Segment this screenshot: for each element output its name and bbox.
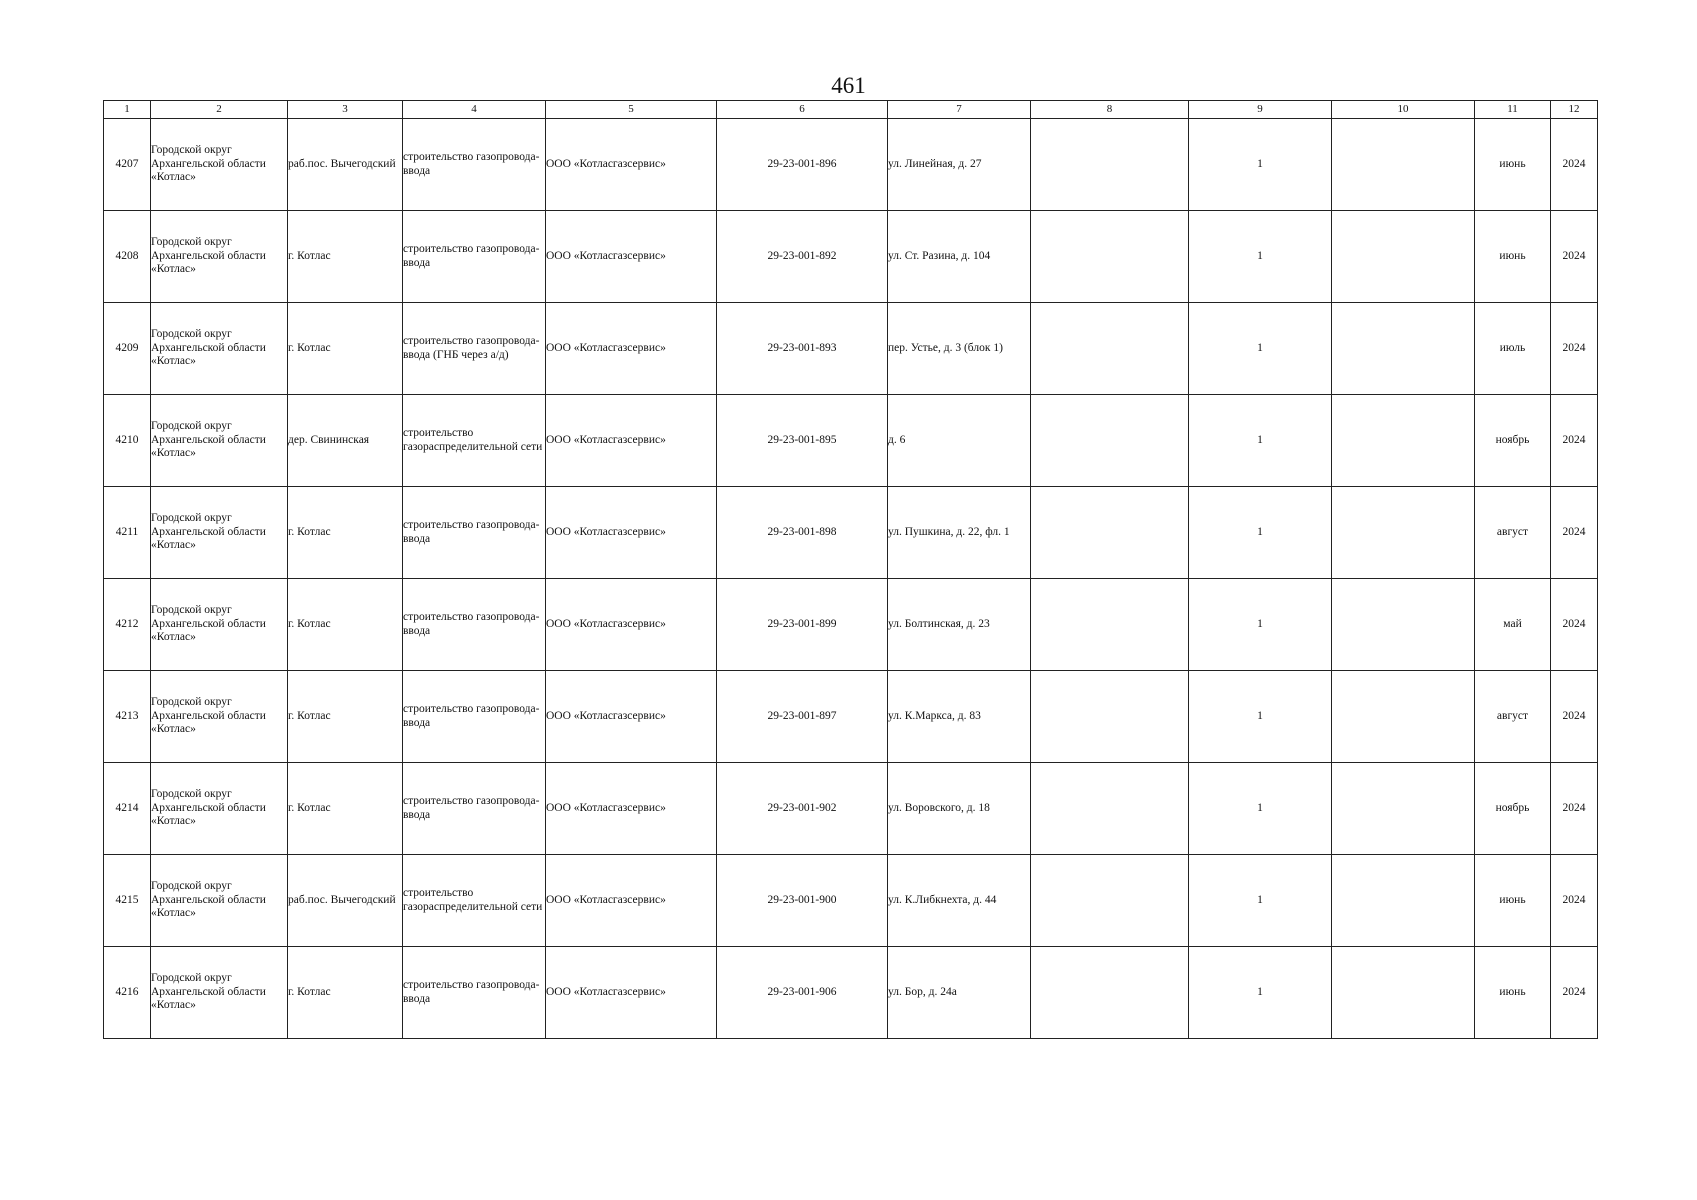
column-8-cell: [1031, 211, 1189, 303]
municipality-cell: Городской округ Архангельской области «Котлас»: [151, 855, 288, 947]
address-cell: ул. К.Маркса, д. 83: [888, 671, 1031, 763]
quantity-cell: 1: [1189, 947, 1332, 1039]
organization-cell: ООО «Котласгазсервис»: [546, 119, 717, 211]
work-type-cell: строительство газопровода-ввода: [403, 579, 546, 671]
year-cell: 2024: [1551, 947, 1598, 1039]
year-cell: 2024: [1551, 487, 1598, 579]
row-number-cell: 4208: [104, 211, 151, 303]
organization-cell: ООО «Котласгазсервис»: [546, 763, 717, 855]
municipality-cell: Городской округ Архангельской области «Котлас»: [151, 579, 288, 671]
settlement-cell: г. Котлас: [288, 671, 403, 763]
column-10-cell: [1332, 579, 1475, 671]
municipality-cell: Городской округ Архангельской области «Котлас»: [151, 395, 288, 487]
municipality-cell: Городской округ Архангельской области «Котлас»: [151, 947, 288, 1039]
quantity-cell: 1: [1189, 671, 1332, 763]
column-8-cell: [1031, 487, 1189, 579]
work-type-cell: строительство газопровода-ввода: [403, 671, 546, 763]
cadastral-number-cell: 29-23-001-892: [717, 211, 888, 303]
address-cell: ул. К.Либкнехта, д. 44: [888, 855, 1031, 947]
settlement-cell: раб.пос. Вычегодский: [288, 855, 403, 947]
column-10-cell: [1332, 395, 1475, 487]
organization-cell: ООО «Котласгазсервис»: [546, 855, 717, 947]
year-cell: 2024: [1551, 671, 1598, 763]
year-cell: 2024: [1551, 303, 1598, 395]
month-cell: июль: [1475, 303, 1551, 395]
settlement-cell: г. Котлас: [288, 303, 403, 395]
address-cell: ул. Бор, д. 24а: [888, 947, 1031, 1039]
municipality-cell: Городской округ Архангельской области «Котлас»: [151, 211, 288, 303]
work-type-cell: строительство газопровода-ввода (ГНБ через а/д): [403, 303, 546, 395]
year-cell: 2024: [1551, 579, 1598, 671]
column-8-cell: [1031, 947, 1189, 1039]
quantity-cell: 1: [1189, 487, 1332, 579]
organization-cell: ООО «Котласгазсервис»: [546, 487, 717, 579]
table-row: [104, 487, 1598, 579]
column-header: 7: [888, 101, 1031, 119]
settlement-cell: раб.пос. Вычегодский: [288, 119, 403, 211]
table-row: [104, 395, 1598, 487]
work-type-cell: строительство газопровода-ввода: [403, 947, 546, 1039]
address-cell: ул. Линейная, д. 27: [888, 119, 1031, 211]
table-row: [104, 671, 1598, 763]
column-8-cell: [1031, 579, 1189, 671]
row-number-cell: 4214: [104, 763, 151, 855]
column-header: 9: [1189, 101, 1332, 119]
address-cell: ул. Воровского, д. 18: [888, 763, 1031, 855]
column-header: 12: [1551, 101, 1598, 119]
row-number-cell: 4216: [104, 947, 151, 1039]
work-type-cell: строительство газопровода-ввода: [403, 119, 546, 211]
header-row: [104, 101, 1598, 119]
table-row: [104, 763, 1598, 855]
month-cell: август: [1475, 487, 1551, 579]
organization-cell: ООО «Котласгазсервис»: [546, 395, 717, 487]
quantity-cell: 1: [1189, 763, 1332, 855]
row-number-cell: 4212: [104, 579, 151, 671]
table-row: [104, 119, 1598, 211]
column-10-cell: [1332, 119, 1475, 211]
work-type-cell: строительство газопровода-ввода: [403, 211, 546, 303]
table-header: [104, 101, 1598, 119]
month-cell: июнь: [1475, 947, 1551, 1039]
month-cell: август: [1475, 671, 1551, 763]
cadastral-number-cell: 29-23-001-898: [717, 487, 888, 579]
municipality-cell: Городской округ Архангельской области «Котлас»: [151, 119, 288, 211]
column-10-cell: [1332, 487, 1475, 579]
table-row: [104, 303, 1598, 395]
municipality-cell: Городской округ Архангельской области «Котлас»: [151, 763, 288, 855]
cadastral-number-cell: 29-23-001-906: [717, 947, 888, 1039]
quantity-cell: 1: [1189, 119, 1332, 211]
month-cell: июнь: [1475, 855, 1551, 947]
column-10-cell: [1332, 947, 1475, 1039]
settlement-cell: г. Котлас: [288, 487, 403, 579]
address-cell: ул. Ст. Разина, д. 104: [888, 211, 1031, 303]
cadastral-number-cell: 29-23-001-899: [717, 579, 888, 671]
register-table: [103, 100, 1598, 1039]
quantity-cell: 1: [1189, 303, 1332, 395]
page-number: 461: [831, 73, 866, 98]
table-body: [104, 119, 1598, 1039]
table-row: [104, 579, 1598, 671]
cadastral-number-cell: 29-23-001-897: [717, 671, 888, 763]
settlement-cell: г. Котлас: [288, 947, 403, 1039]
column-header: 4: [403, 101, 546, 119]
month-cell: июнь: [1475, 119, 1551, 211]
settlement-cell: дер. Свининская: [288, 395, 403, 487]
row-number-cell: 4210: [104, 395, 151, 487]
cadastral-number-cell: 29-23-001-895: [717, 395, 888, 487]
quantity-cell: 1: [1189, 579, 1332, 671]
year-cell: 2024: [1551, 395, 1598, 487]
work-type-cell: строительство газопровода-ввода: [403, 487, 546, 579]
row-number-cell: 4211: [104, 487, 151, 579]
column-10-cell: [1332, 671, 1475, 763]
settlement-cell: г. Котлас: [288, 211, 403, 303]
municipality-cell: Городской округ Архангельской области «Котлас»: [151, 487, 288, 579]
address-cell: ул. Болтинская, д. 23: [888, 579, 1031, 671]
organization-cell: ООО «Котласгазсервис»: [546, 211, 717, 303]
municipality-cell: Городской округ Архангельской области «Котлас»: [151, 671, 288, 763]
column-8-cell: [1031, 671, 1189, 763]
organization-cell: ООО «Котласгазсервис»: [546, 947, 717, 1039]
column-header: 3: [288, 101, 403, 119]
month-cell: июнь: [1475, 211, 1551, 303]
column-header: 11: [1475, 101, 1551, 119]
column-8-cell: [1031, 855, 1189, 947]
work-type-cell: строительство газопровода-ввода: [403, 763, 546, 855]
row-number-cell: 4207: [104, 119, 151, 211]
row-number-cell: 4209: [104, 303, 151, 395]
row-number-cell: 4215: [104, 855, 151, 947]
work-type-cell: строительство газораспределительной сети: [403, 855, 546, 947]
column-10-cell: [1332, 303, 1475, 395]
month-cell: май: [1475, 579, 1551, 671]
address-cell: д. 6: [888, 395, 1031, 487]
organization-cell: ООО «Котласгазсервис»: [546, 671, 717, 763]
month-cell: ноябрь: [1475, 763, 1551, 855]
cadastral-number-cell: 29-23-001-893: [717, 303, 888, 395]
month-cell: ноябрь: [1475, 395, 1551, 487]
municipality-cell: Городской округ Архангельской области «Котлас»: [151, 303, 288, 395]
row-number-cell: 4213: [104, 671, 151, 763]
column-header: 10: [1332, 101, 1475, 119]
address-cell: ул. Пушкина, д. 22, фл. 1: [888, 487, 1031, 579]
work-type-cell: строительство газораспределительной сети: [403, 395, 546, 487]
column-header: 1: [104, 101, 151, 119]
column-header: 6: [717, 101, 888, 119]
year-cell: 2024: [1551, 855, 1598, 947]
table-row: [104, 855, 1598, 947]
table-row: [104, 211, 1598, 303]
column-header: 5: [546, 101, 717, 119]
cadastral-number-cell: 29-23-001-896: [717, 119, 888, 211]
year-cell: 2024: [1551, 763, 1598, 855]
organization-cell: ООО «Котласгазсервис»: [546, 579, 717, 671]
column-8-cell: [1031, 763, 1189, 855]
column-10-cell: [1332, 855, 1475, 947]
settlement-cell: г. Котлас: [288, 579, 403, 671]
column-header: 2: [151, 101, 288, 119]
column-header: 8: [1031, 101, 1189, 119]
column-10-cell: [1332, 211, 1475, 303]
cadastral-number-cell: 29-23-001-900: [717, 855, 888, 947]
column-8-cell: [1031, 119, 1189, 211]
year-cell: 2024: [1551, 119, 1598, 211]
quantity-cell: 1: [1189, 211, 1332, 303]
table-row: [104, 947, 1598, 1039]
address-cell: пер. Устье, д. 3 (блок 1): [888, 303, 1031, 395]
year-cell: 2024: [1551, 211, 1598, 303]
settlement-cell: г. Котлас: [288, 763, 403, 855]
organization-cell: ООО «Котласгазсервис»: [546, 303, 717, 395]
column-8-cell: [1031, 395, 1189, 487]
quantity-cell: 1: [1189, 395, 1332, 487]
column-8-cell: [1031, 303, 1189, 395]
column-10-cell: [1332, 763, 1475, 855]
cadastral-number-cell: 29-23-001-902: [717, 763, 888, 855]
quantity-cell: 1: [1189, 855, 1332, 947]
